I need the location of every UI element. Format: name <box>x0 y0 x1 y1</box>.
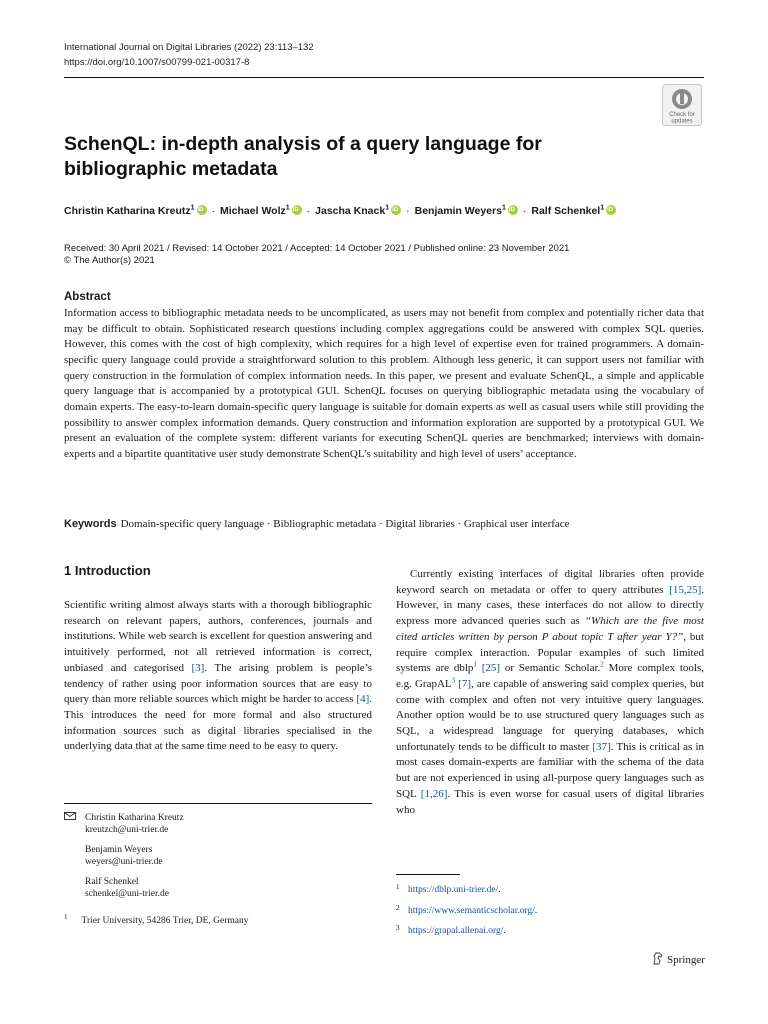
check-for-updates-badge[interactable] <box>662 84 702 126</box>
author-name: Christin Katharina Kreutz <box>64 205 191 217</box>
header-rule <box>64 77 704 78</box>
author-name: Ralf Schenkel <box>531 205 601 217</box>
doi-link[interactable]: https://doi.org/10.1007/s00799-021-00317-8 <box>64 57 250 68</box>
author-separator: · <box>406 205 410 217</box>
keywords-label: Keywords <box>64 518 117 530</box>
footnote-url[interactable]: https://dblp.uni-trier.de/ <box>408 885 499 895</box>
corr-name: Christin Katharina Kreutz <box>85 813 184 823</box>
footnote-ref[interactable]: 2 <box>600 660 604 669</box>
corr-name: Ralf Schenkel <box>85 877 139 887</box>
right-column-text <box>396 567 704 818</box>
citation-link[interactable]: [3] <box>191 661 205 674</box>
journal-citation: International Journal on Digital Libraries (2022) 23:113–132 <box>64 42 314 53</box>
citation-link[interactable]: [7] <box>458 677 472 690</box>
corresponding-author <box>85 812 364 836</box>
affiliation <box>64 912 249 927</box>
footnote-ref[interactable]: 3 <box>451 676 456 685</box>
springer-horse-icon <box>652 952 664 965</box>
orcid-icon[interactable] <box>508 205 518 215</box>
author <box>220 203 302 219</box>
author-list <box>64 203 616 219</box>
author-affil-sup: 1 <box>285 204 290 212</box>
envelope-icon <box>64 812 76 820</box>
check-for-updates-icon <box>662 84 702 126</box>
footnote-number: 3 <box>396 924 400 932</box>
citation-link[interactable]: [37] <box>592 740 611 753</box>
author-affil-sup: 1 <box>385 204 390 212</box>
abstract-text: Information access to bibliographic metadata needs to be uncomplicated, as users may not benefit from complex and potentially richer data that may be difficult to obtain. Sophisticated research questions including complex aggregations could be answered with complex SQL queries. However, this comes with the cost of high complexity, which requires for a high level of expertise even for trained programmers. A domain-specific query language could provide a straightforward solution to this problem. Although less generic, it can support users not familiar with query construction in the formulation of complex information needs. In this paper, we present and evaluate SchenQL, a simple and applicable query language that is accompanied by a prototypical GUI. SchenQL focuses on querying bibliographic metadata using the vocabulary of domain experts. The easy-to-learn domain-specific query language is suitable for domain experts as well as casual users while still providing the possibility to answer complex information demands. Query construction and information exploration are supported by a prototypical GUI. We present an evaluation of the complete system: different variants for executing SchenQL queries are benchmarked; interviews with domain-experts and a bipartite quantitative user study demonstrate SchenQL’s suitability and high level of users’ acceptance. <box>64 307 704 460</box>
journal-header <box>64 40 314 70</box>
paragraph: Scientific writing almost always starts with a thorough bibliographic research on relevant papers, authors, conferences, journals and institutions. While web search is excellent for question answering and intuitively performed, not all retrieved information is correct, unbiased and categorised [3]. The arising problem is people’s tendency of rather using poor information sources that are easy to query than more reliable sources which might be harder to access [4]. This introduces the need for more formal and also structured information sources such as digital libraries specialised in the underlying data that at the same time need to be easy to query. <box>64 599 372 753</box>
footnote: 2 https://www.semanticscholar.org/. <box>396 900 537 921</box>
corr-name: Benjamin Weyers <box>85 845 153 855</box>
affiliation-text: Trier University, 54286 Trier, DE, Germany <box>81 916 249 926</box>
badge-line2: updates <box>671 118 693 125</box>
left-column-text <box>64 598 372 755</box>
citation-link[interactable]: [25] <box>481 662 501 675</box>
correspondence-block <box>64 812 364 908</box>
author-name: Benjamin Weyers <box>414 205 502 217</box>
publisher-logo <box>652 952 705 966</box>
footnote-url[interactable]: https://www.semanticscholar.org/ <box>408 905 535 916</box>
citation-link[interactable]: [15,25] <box>669 583 702 596</box>
author <box>531 203 616 219</box>
paper-title: SchenQL: in-depth analysis of a query language for bibliographic metadata <box>64 133 542 180</box>
author-name: Jascha Knack <box>315 205 386 217</box>
publisher-name: Springer <box>667 954 705 966</box>
author-affil-sup: 1 <box>501 204 506 212</box>
corr-email[interactable]: kreutzch@uni-trier.de <box>85 825 169 835</box>
orcid-icon[interactable] <box>197 205 207 215</box>
footnote-ref[interactable]: 1 <box>473 660 477 669</box>
affiliation-number: 1 <box>64 912 68 921</box>
orcid-icon[interactable] <box>606 205 616 215</box>
footnote: 3 https://grapal.allenai.org/. <box>396 920 537 941</box>
orcid-icon[interactable] <box>391 205 401 215</box>
author <box>415 203 518 219</box>
dates-line: Received: 30 April 2021 / Revised: 14 October 2021 / Accepted: 14 October 2021 / Published online: 23 November 2021 <box>64 243 570 254</box>
corresponding-author <box>85 876 364 900</box>
citation-link[interactable]: [1,26] <box>420 787 448 800</box>
author <box>315 203 401 219</box>
citation-link[interactable]: [4] <box>356 693 370 706</box>
footnote-number: 1 <box>396 883 400 891</box>
orcid-icon[interactable] <box>292 205 302 215</box>
footnote: 1 https://dblp.uni-trier.de/. <box>396 879 537 900</box>
copyright-line: © The Author(s) 2021 <box>64 255 155 266</box>
author <box>64 203 207 219</box>
corr-email[interactable]: schenkel@uni-trier.de <box>85 889 169 899</box>
section-heading: 1 Introduction <box>64 563 151 578</box>
paragraph: Currently existing interfaces of digital libraries often provide keyword search on metadata or offer to query attributes [15,25]. However, in many cases, these interfaces do not allow to directly express more advanced queries such as “Which are the five most cited articles written by person P about topic T after year Y?”, but require complex interaction. Popular examples of such limited systems are dblp$^1$ [25] or Semantic Scholar.$^2$ More complex tools, e.g. GrapAL$^3$ [7], are capable of answering said complex queries, but come with complex and often not very intuitive query languages. Another option would be to use structured query languages such as SQL, a widespread language for querying databases, which unfortunately tends to be difficult to master [37]. This is critical as in most cases domain-experts are familiar with the schema of the data but are not experienced in using all-purpose query languages such as SQL [1,26]. This is even worse for casual users of digital libraries who <box>396 568 705 816</box>
corr-email[interactable]: weyers@uni-trier.de <box>85 857 163 867</box>
keywords <box>64 517 570 531</box>
author-affil-sup: 1 <box>600 204 605 212</box>
footnote-url[interactable]: https://grapal.allenai.org/ <box>408 926 504 936</box>
keywords-text: Domain-specific query language · Bibliographic metadata · Digital libraries · Graphical user interface <box>120 518 570 530</box>
footnotes <box>396 879 537 941</box>
author-separator: · <box>211 205 216 217</box>
corresponding-author <box>85 844 364 868</box>
author-name: Michael Wolz <box>220 205 286 217</box>
footnote-number: 2 <box>396 903 400 912</box>
publication-dates <box>64 243 569 267</box>
badge-line1: Check for <box>669 112 695 118</box>
abstract-heading: Abstract <box>64 291 111 303</box>
author-separator: · <box>522 205 527 217</box>
footnote-rule <box>396 874 460 875</box>
footnote-rule <box>64 803 372 804</box>
author-affil-sup: 1 <box>190 204 195 212</box>
example-query-quote: “Which are the five most cited articles written by person P about topic T after year Y?” <box>396 615 704 643</box>
author-separator: · <box>306 205 311 217</box>
